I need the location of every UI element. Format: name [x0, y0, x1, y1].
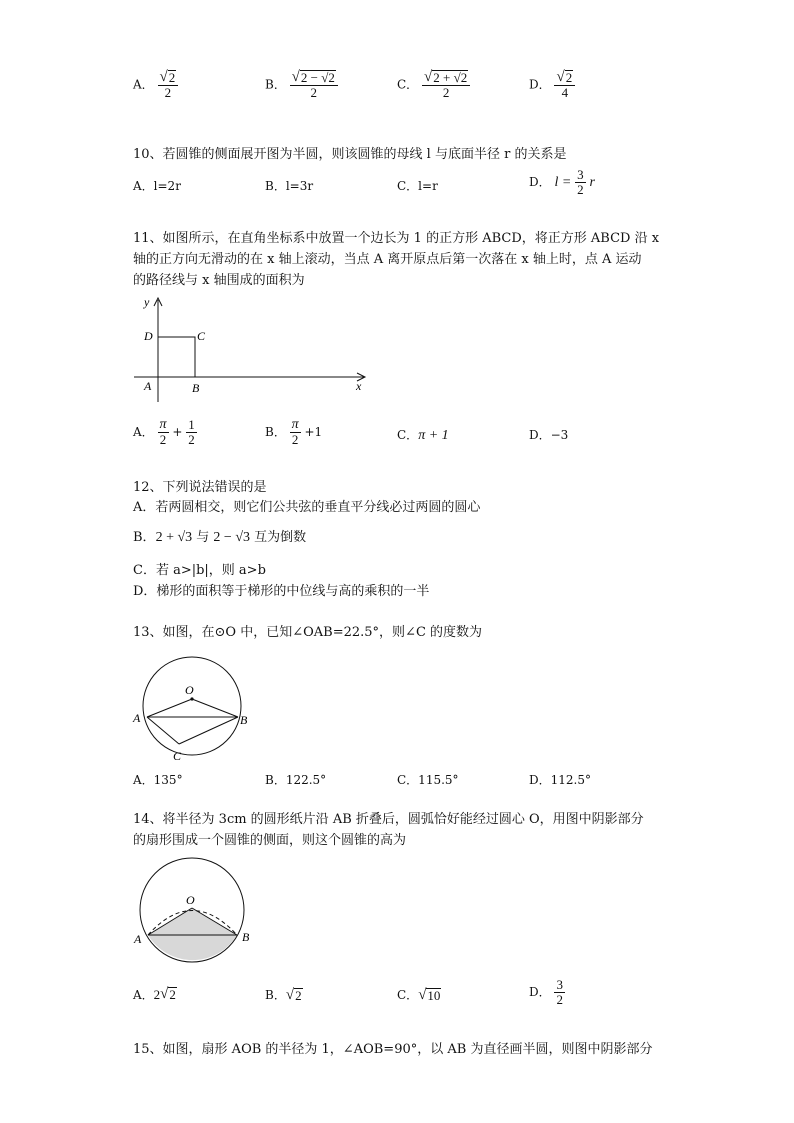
- q15-stem: 15、如图，扇形 AOB 的半径为 1，∠AOB=90°，以 AB 为直径画半圆，则图中阴影部分: [133, 1042, 653, 1057]
- q12-option-a: A．若两圆相交，则它们公共弦的垂直平分线必过两圆的圆心: [133, 500, 481, 515]
- q10-option-c: C．l=r: [397, 179, 438, 193]
- q12-option-d: D．梯形的面积等于梯形的中位线与高的乘积的一半: [133, 584, 430, 599]
- q13-segment-bc: [179, 717, 238, 744]
- q13-option-d: D．112.5°: [529, 773, 591, 787]
- q11-option-b: B． $\frac{\pi}{2}$ +1: [265, 417, 323, 447]
- q11-stem-line-3: 的路径线与 x 轴围成的面积为: [133, 273, 305, 288]
- q11-label-a: A: [144, 379, 152, 393]
- q13-circle: [143, 657, 241, 755]
- q10-stem: 10、若圆锥的侧面展开图为半圆，则该圆锥的母线 l 与底面半径 r 的关系是: [133, 147, 567, 162]
- q14-option-c: C． √ 10: [397, 987, 441, 1003]
- q12-stem: 12、下列说法错误的是: [133, 480, 267, 495]
- q13-segment-oa: [147, 699, 192, 717]
- q11-option-a: A． $\frac{\pi}{2}$ + $\frac{1}{2}$: [133, 417, 195, 447]
- q11-label-y: y: [144, 295, 150, 309]
- q13-figure: [130, 652, 260, 770]
- q9-option-b: B． √ 2 − √2 2: [265, 70, 338, 100]
- q11-label-b: B: [192, 381, 200, 395]
- q13-label-o: O: [185, 683, 194, 697]
- q13-option-a: A．135°: [133, 773, 183, 787]
- q11-label-d: D: [144, 329, 153, 343]
- q13-segment-ob: [192, 699, 238, 717]
- q14-label-b: B: [242, 930, 250, 944]
- q9-option-a: A． √ 2 2: [133, 70, 178, 100]
- q13-label-c: C: [173, 749, 182, 763]
- q13-stem: 13、如图，在⊙O 中，已知∠OAB=22.5°，则∠C 的度数为: [133, 625, 483, 640]
- q10-option-b: B．l=3r: [265, 179, 314, 193]
- q12-option-c: C．若 a>|b|，则 a>b: [133, 563, 266, 578]
- q14-option-d: D． $\frac{3}{2}$: [529, 977, 563, 1007]
- q11-option-c: C．π + 1: [397, 428, 449, 443]
- q11-label-x: x: [356, 379, 362, 393]
- q14-option-a: A． 2 √ 2: [133, 986, 176, 1002]
- q14-stem-line-1: 14、将半径为 3cm 的圆形纸片沿 AB 折叠后，圆弧恰好能经过圆心 O，用图中阴影部分: [133, 812, 644, 827]
- q13-option-c: C．115.5°: [397, 773, 459, 787]
- q14-label-o: O: [186, 893, 195, 907]
- q12-option-b: B．2 + √3 与 2 − √3 互为倒数: [133, 530, 307, 545]
- q13-label-a: A: [133, 711, 141, 725]
- q14-figure: [130, 852, 260, 967]
- q11-figure: [130, 292, 375, 407]
- q9-option-d: D． √ 2 4: [529, 70, 575, 100]
- q10-option-d: D． l = $\frac{3}{2}$ r: [529, 167, 595, 197]
- q14-option-b: B． √ 2: [265, 987, 302, 1003]
- q11-square: [158, 337, 195, 377]
- q9-option-c: C． √ 2 + √2 2: [397, 70, 470, 100]
- q13-segment-ac: [147, 717, 179, 744]
- q14-stem-line-2: 的扇形围成一个圆锥的侧面，则这个圆锥的高为: [133, 833, 407, 848]
- q11-label-c: C: [197, 329, 206, 343]
- q11-option-d: D．−3: [529, 428, 569, 442]
- q13-label-b: B: [240, 713, 248, 727]
- q11-stem-line-1: 11、如图所示，在直角坐标系中放置一个边长为 1 的正方形 ABCD，将正方形 ABCD 沿 x: [133, 231, 660, 246]
- q13-option-b: B．122.5°: [265, 773, 327, 787]
- q11-stem-line-2: 轴的正方向无滑动的在 x 轴上滚动，当点 A 离开原点后第一次落在 x 轴上时，点 A 运动: [133, 252, 642, 267]
- q10-option-a: A．l=2r: [133, 179, 181, 193]
- q14-label-a: A: [134, 932, 142, 946]
